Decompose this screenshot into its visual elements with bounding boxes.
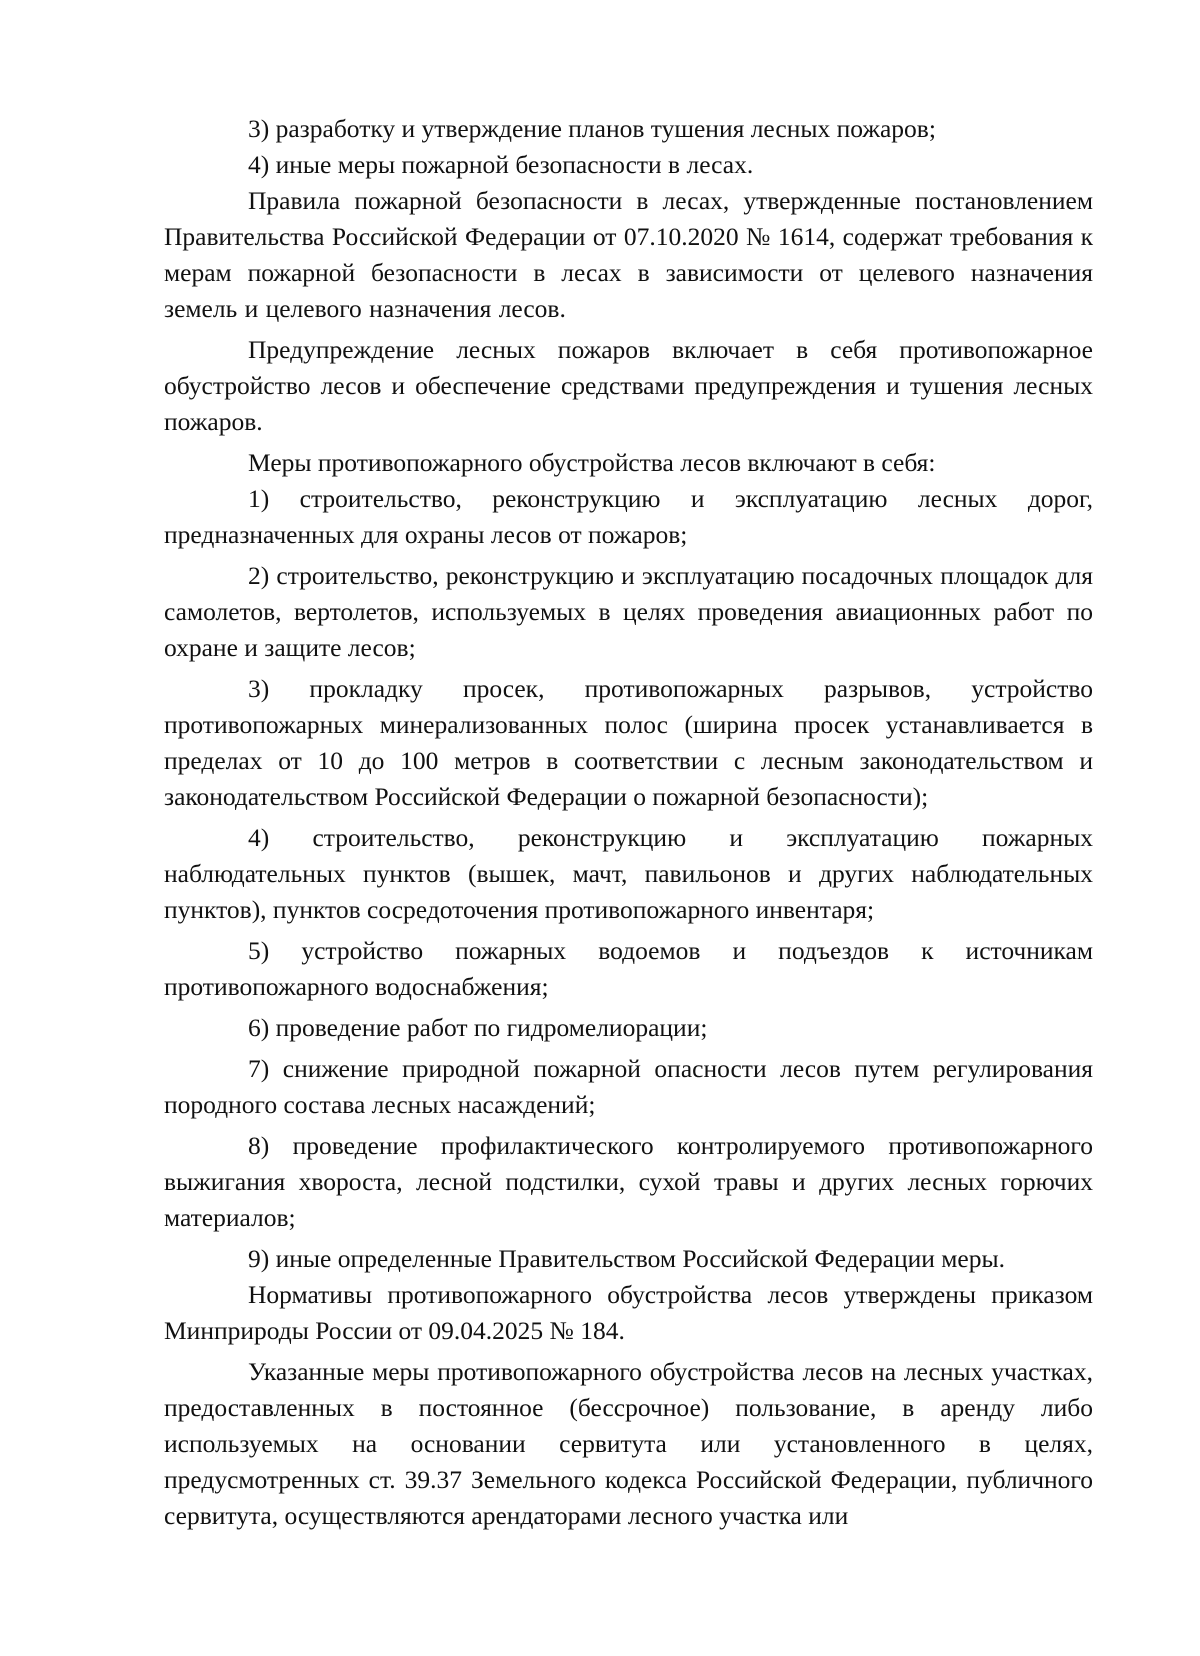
paragraph-tenants-measures: Указанные меры противопожарного обустройства лесов на лесных участках, предоставленных в постоянное (бессрочное) пользование, в аренду либо используемых на основании сервитута или установленного в целях, предусмотренных ст. 39.37 Земельного кодекса Российской Федерации, публичного сервитута, осуществляются арендаторами лесного участка или (164, 1357, 1093, 1530)
list-item-2-landing-sites: 2) строительство, реконструкцию и эксплуатацию посадочных площадок для самолетов, вертолетов, используемых в целях проведения авиационных работ по охране и защите лесов; (164, 561, 1093, 662)
list-item-6-hydromelioration: 6) проведение работ по гидромелиорации; (248, 1013, 708, 1042)
list-item-9-other-measures: 9) иные определенные Правительством Российской Федерации меры. (248, 1244, 1005, 1273)
paragraph-item-4-other-measures: 4) иные меры пожарной безопасности в лесах. (248, 150, 754, 179)
list-item-7-fire-hazard-reduction: 7) снижение природной пожарной опасности лесов путем регулирования породного состава лесных насаждений; (164, 1054, 1093, 1119)
paragraph-measures-intro: Меры противопожарного обустройства лесов включают в себя: (248, 448, 936, 477)
paragraph-fire-prevention: Предупреждение лесных пожаров включает в себя противопожарное обустройство лесов и обеспечение средствами предупреждения и тушения лесных пожаров. (164, 335, 1093, 436)
list-item-5-reservoirs: 5) устройство пожарных водоемов и подъездов к источникам противопожарного водоснабжения; (164, 936, 1093, 1001)
list-item-1-roads: 1) строительство, реконструкцию и эксплуатацию лесных дорог, предназначенных для охраны лесов от пожаров; (164, 484, 1093, 549)
list-item-4-observation-points: 4) строительство, реконструкцию и эксплуатацию пожарных наблюдательных пунктов (вышек, мачт, павильонов и других наблюдательных пунктов), пунктов сосредоточения противопожарного инвентаря; (164, 823, 1093, 924)
paragraph-item-3-plans: 3) разработку и утверждение планов тушения лесных пожаров; (248, 114, 936, 143)
list-item-8-controlled-burning: 8) проведение профилактического контролируемого противопожарного выжигания хвороста, лесной подстилки, сухой травы и других лесных горючих материалов; (164, 1131, 1093, 1232)
list-item-3-clearings: 3) прокладку просек, противопожарных разрывов, устройство противопожарных минерализованных полос (ширина просек устанавливается в пределах от 10 до 100 метров в соответствии с лесным законодательством и законодательством Российской Федерации о пожарной безопасности); (164, 674, 1093, 811)
paragraph-fire-safety-rules: Правила пожарной безопасности в лесах, утвержденные постановлением Правительства Российской Федерации от 07.10.2020 № 1614, содержат требования к мерам пожарной безопасности в лесах в зависимости от целевого назначения земель и целевого назначения лесов. (164, 186, 1093, 323)
paragraph-standards: Нормативы противопожарного обустройства лесов утверждены приказом Минприроды России от 09.04.2025 № 184. (164, 1280, 1093, 1345)
